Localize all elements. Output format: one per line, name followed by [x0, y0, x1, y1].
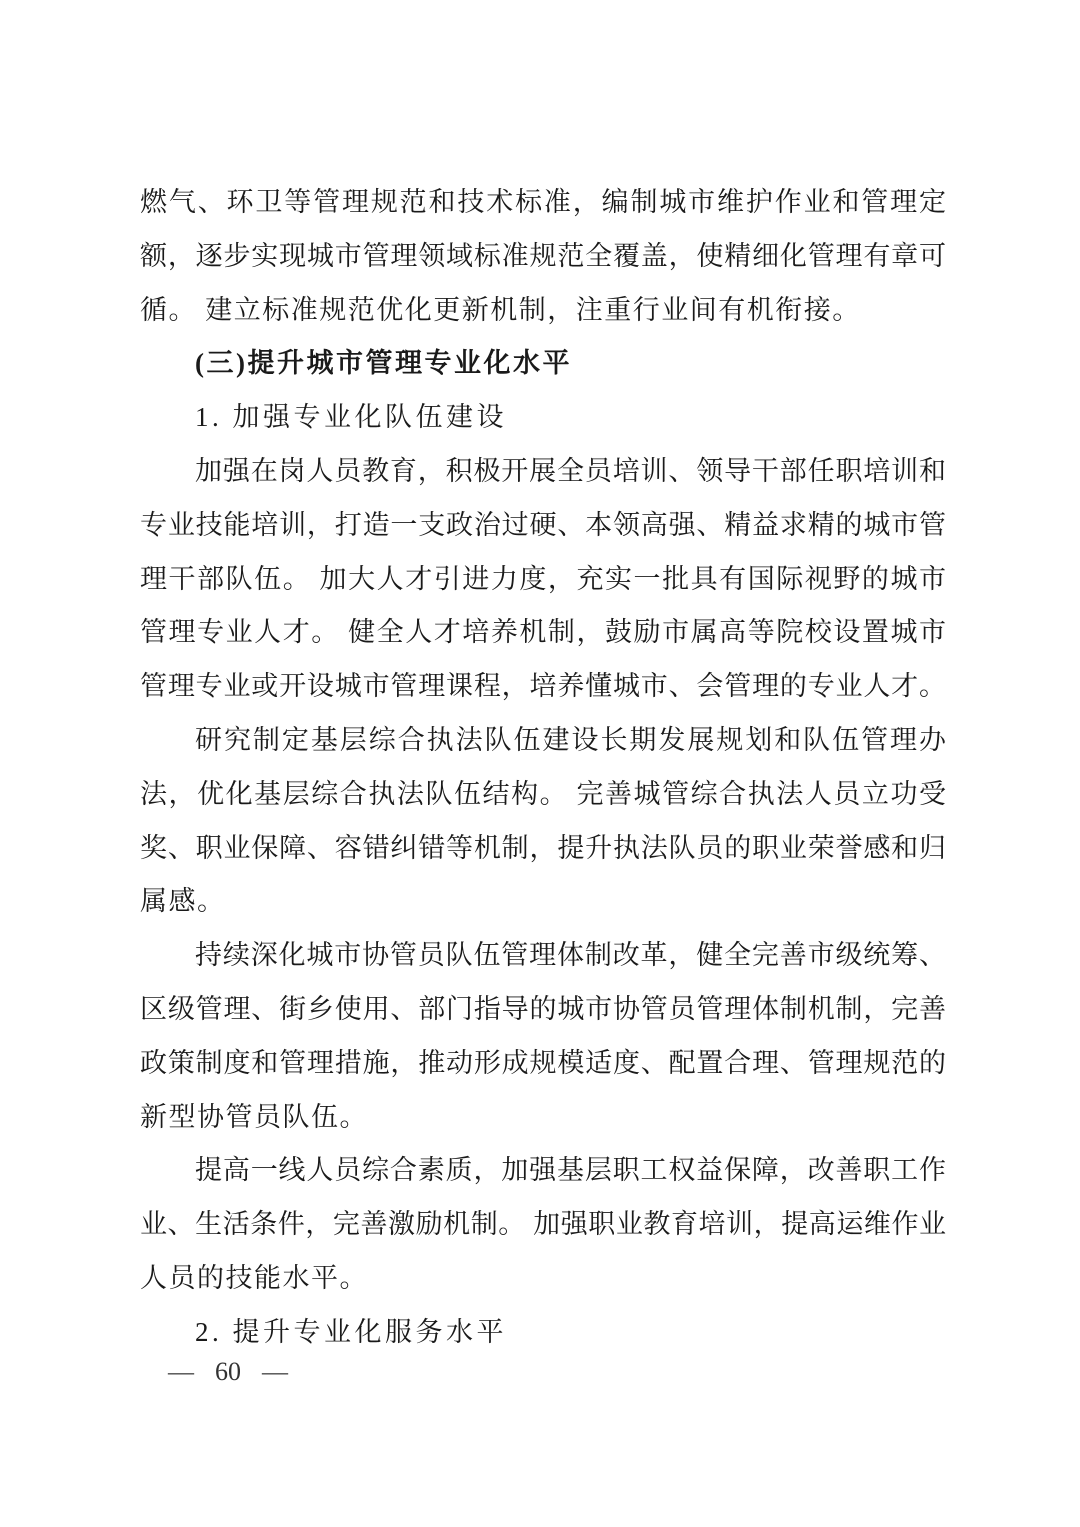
- section-heading: (三)提升城市管理专业化水平: [195, 348, 572, 379]
- body-line: 新型协管员队伍。: [140, 1101, 368, 1132]
- body-line: 研究制定基层综合执法队伍建设长期发展规划和队伍管理办: [195, 724, 946, 755]
- body-line: 提高一线人员综合素质，加强基层职工权益保障，改善职工作: [195, 1155, 946, 1186]
- subsection-heading: 1. 加强专业化队伍建设: [195, 402, 507, 433]
- body-line: 持续深化城市协管员队伍管理体制改革，健全完善市级统筹、: [195, 940, 946, 971]
- body-line: 理干部队伍。 加大人才引进力度，充实一批具有国际视野的城市: [140, 563, 946, 594]
- body-line: 奖、职业保障、容错纠错等机制，提升执法队员的职业荣誉感和归: [140, 832, 946, 863]
- body-line: 属感。: [140, 886, 226, 917]
- body-line: 业、生活条件，完善激励机制。 加强职业教育培训，提高运维作业: [140, 1209, 946, 1240]
- body-line: 政策制度和管理措施，推动形成规模适度、配置合理、管理规范的: [140, 1047, 946, 1078]
- page-footer: [168, 1353, 288, 1391]
- page-number: 60: [215, 1357, 241, 1386]
- footer-dash-right: —: [262, 1357, 288, 1386]
- body-line: 人员的技能水平。: [140, 1262, 368, 1293]
- body-line: 管理专业或开设城市管理课程，培养懂城市、会管理的专业人才。: [140, 671, 946, 702]
- body-line: 额，逐步实现城市管理领域标准规范全覆盖，使精细化管理有章可: [140, 240, 946, 271]
- document-body: [140, 176, 946, 1360]
- body-line: 区级管理、街乡使用、部门指导的城市协管员管理体制机制，完善: [140, 993, 946, 1024]
- body-line: 循。 建立标准规范优化更新机制，注重行业间有机衔接。: [140, 294, 861, 325]
- subsection-heading: 2. 提升专业化服务水平: [195, 1316, 507, 1347]
- body-line: 燃气、环卫等管理规范和技术标准，编制城市维护作业和管理定: [140, 187, 946, 217]
- body-line: 专业技能培训，打造一支政治过硬、本领高强、精益求精的城市管: [140, 509, 946, 540]
- body-line: 法，优化基层综合执法队伍结构。 完善城管综合执法人员立功受: [140, 778, 946, 809]
- body-line: 管理专业人才。 健全人才培养机制，鼓励市属高等院校设置城市: [140, 617, 946, 648]
- footer-dash-left: —: [168, 1357, 194, 1386]
- body-line: 加强在岗人员教育，积极开展全员培训、领导干部任职培训和: [195, 455, 946, 486]
